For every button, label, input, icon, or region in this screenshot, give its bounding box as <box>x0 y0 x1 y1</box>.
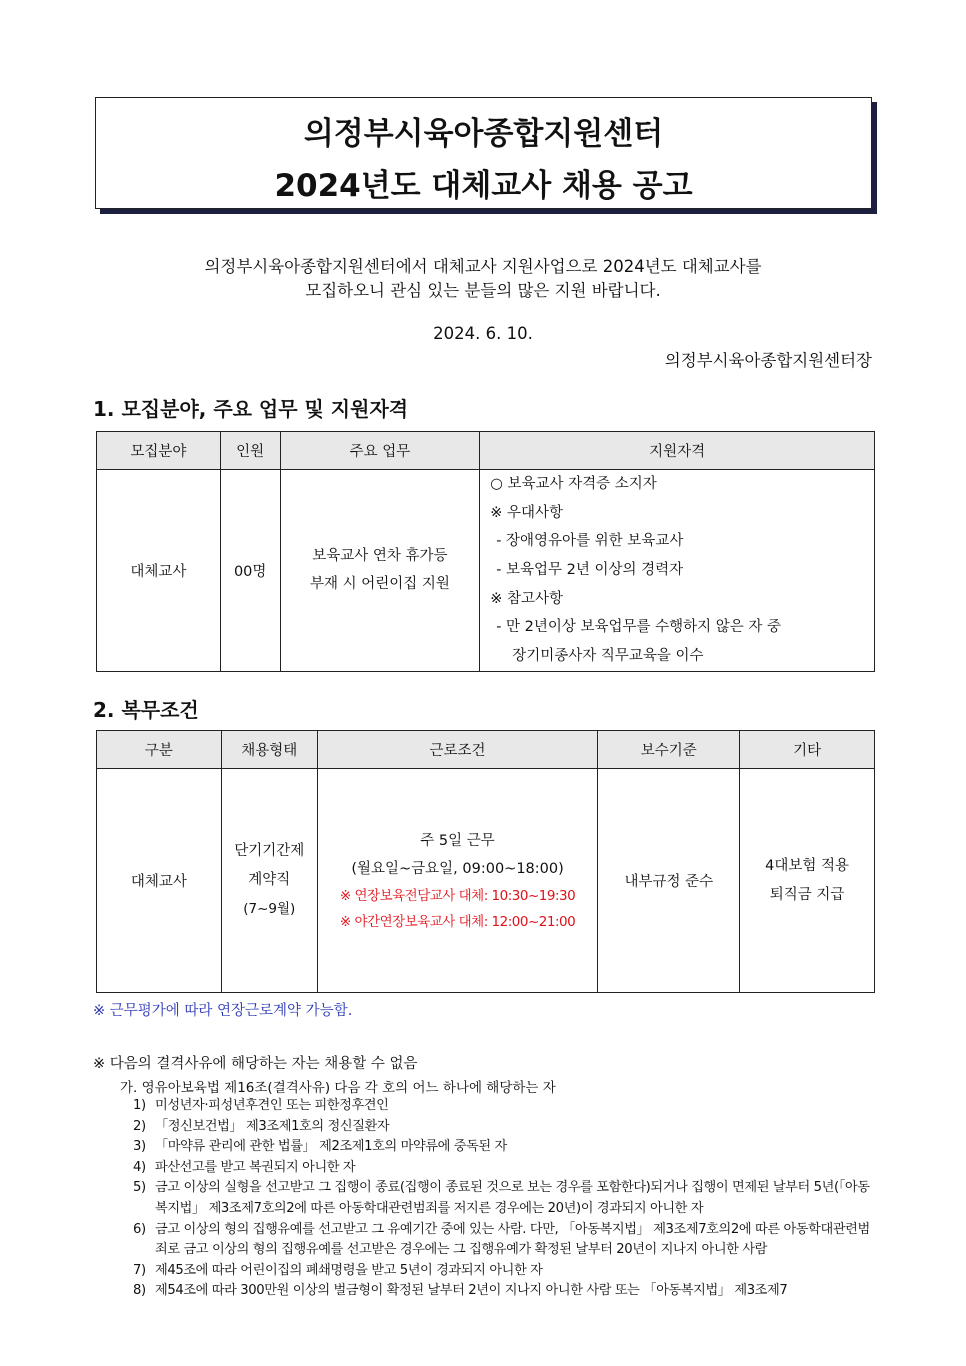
item-number: 4) <box>133 1159 146 1175</box>
list-item <box>133 1261 878 1282</box>
item-number: 5) <box>133 1180 146 1196</box>
etc-line: 퇴직금 지급 <box>769 886 845 903</box>
list-item <box>133 1096 878 1117</box>
etc-line: 4대보험 적용 <box>765 857 850 874</box>
category-cell: 대체교사 <box>97 769 222 993</box>
table-header-row <box>97 731 875 769</box>
duty-cell <box>280 470 480 672</box>
count-cell: 00명 <box>220 470 280 672</box>
condition-note-red: ※ 연장보육전담교사 대체: 10:30~19:30 <box>339 887 576 904</box>
pay-cell: 내부규정 준수 <box>598 769 740 993</box>
item-text: 미성년자·피성년후견인 또는 피한정후견인 <box>155 1098 389 1113</box>
list-item <box>133 1137 878 1158</box>
item-text: 「마약류 관리에 관한 법률」 제2조제1호의 마약류에 중독된 자 <box>155 1139 507 1155</box>
recruitment-table <box>96 431 875 672</box>
table-row <box>97 470 875 672</box>
list-item <box>133 1178 878 1219</box>
condition-note-red: ※ 야간연장보육교사 대체: 12:00~21:00 <box>339 913 576 930</box>
section1-title: 1. 모집분야, 주요 업무 및 지원자격 <box>93 397 409 421</box>
notice-date: 2024. 6. 10. <box>433 324 533 343</box>
employment-cell <box>221 769 317 993</box>
list-item <box>133 1281 878 1302</box>
employment-line: (7~9월) <box>243 901 296 917</box>
duty-line: 보육교사 연차 휴가등 <box>312 548 448 565</box>
employment-line: 계약직 <box>248 872 291 888</box>
field-cell: 대체교사 <box>97 470 221 672</box>
notice-signer: 의정부시육아종합지원센터장 <box>664 351 872 370</box>
list-item <box>133 1220 878 1261</box>
condition-line: 주 5일 근무 <box>420 832 495 849</box>
col-header-employment: 채용형태 <box>221 731 317 769</box>
disqualification-list <box>133 1096 878 1302</box>
condition-line: (월요일~금요일, 09:00~18:00) <box>351 860 564 877</box>
section2-title: 2. 복무조건 <box>93 698 199 722</box>
list-item <box>133 1158 878 1179</box>
center-name-title: 의정부시육아종합지원센터 <box>303 116 664 152</box>
item-number: 6) <box>133 1221 146 1237</box>
duty-line: 부재 시 어린이집 지원 <box>309 576 450 593</box>
qualification-line: ○ 보육교사 자격증 소지자 <box>490 476 657 492</box>
col-header-qualification: 지원자격 <box>480 432 875 470</box>
col-header-pay: 보수기준 <box>598 731 740 769</box>
item-text: 제45조에 따라 어린이집의 폐쇄명령을 받고 5년이 경과되지 아니한 자 <box>155 1262 543 1278</box>
qualification-line: - 만 2년이상 보육업무를 수행하지 않은 자 중 <box>496 619 782 636</box>
qualification-line: ※ 우대사항 <box>490 504 563 521</box>
qualification-line: - 보육업무 2년 이상의 경력자 <box>496 562 684 579</box>
item-number: 3) <box>133 1139 146 1155</box>
item-number: 8) <box>133 1283 146 1299</box>
extension-note: ※ 근무평가에 따라 연장근로계약 가능함. <box>93 1003 353 1019</box>
notice-title: 2024년도 대체교사 채용 공고 <box>274 168 693 204</box>
item-text: 금고 이상의 형의 집행유예를 선고받고 그 유예기간 중에 있는 사람. 다만, 「아동복지법」 제3조제7호의2에 따른 아동학대관련범죄로 금고 이상의 형의 집행유예를 선고받은 경우에는 그 집행유예가 확정된 날부터 20년이 지나지 아니한 사람 <box>155 1221 870 1258</box>
table-header-row <box>97 432 875 470</box>
employment-line: 단기기간제 <box>234 843 305 859</box>
work-conditions-table <box>96 730 875 993</box>
title-box <box>95 97 872 209</box>
table-row <box>97 769 875 993</box>
qualification-line: 장기미종사자 직무교육을 이수 <box>512 648 704 665</box>
col-header-duty: 주요 업무 <box>280 432 480 470</box>
item-text: 금고 이상의 실형을 선고받고 그 집행이 종료(집행이 종료된 것으로 보는 경우를 포함한다)되거나 집행이 면제된 날부터 5년(「아동복지법」 제3조제7호의2에 따른 아동학대관련범죄를 저지른 경우에는 20년)이 경과되지 아니한 자 <box>155 1180 870 1216</box>
disqualification-subheading: 가. 영유아보육법 제16조(결격사유) 다음 각 호의 어느 하나에 해당하는 자 <box>120 1080 556 1096</box>
intro-line-2: 모집하오니 관심 있는 분들의 많은 지원 바랍니다. <box>305 281 661 300</box>
qualification-cell <box>480 470 875 672</box>
qualification-line: ※ 참고사항 <box>490 590 563 607</box>
etc-cell <box>740 769 875 993</box>
col-header-field: 모집분야 <box>97 432 221 470</box>
qualification-line: - 장애영유아를 위한 보육교사 <box>496 533 684 550</box>
item-text: 제54조에 따라 300만원 이상의 벌금형이 확정된 날부터 2년이 지나지 아니한 사람 또는 「아동복지법」 제3조제7 <box>155 1283 788 1299</box>
intro-line-1: 의정부시육아종합지원센터에서 대체교사 지원사업으로 2024년도 대체교사를 <box>204 257 762 276</box>
col-header-category: 구분 <box>97 731 222 769</box>
item-number: 1) <box>133 1098 146 1113</box>
col-header-etc: 기타 <box>740 731 875 769</box>
list-item <box>133 1117 878 1138</box>
disqualification-heading: ※ 다음의 결격사유에 해당하는 자는 채용할 수 없음 <box>93 1056 418 1072</box>
item-number: 7) <box>133 1262 146 1278</box>
col-header-count: 인원 <box>220 432 280 470</box>
col-header-conditions: 근로조건 <box>317 731 598 769</box>
conditions-cell <box>317 769 598 993</box>
item-text: 파산선고를 받고 복권되지 아니한 자 <box>155 1159 356 1175</box>
item-number: 2) <box>133 1118 146 1134</box>
item-text: 「정신보건법」 제3조제1호의 정신질환자 <box>155 1118 390 1134</box>
